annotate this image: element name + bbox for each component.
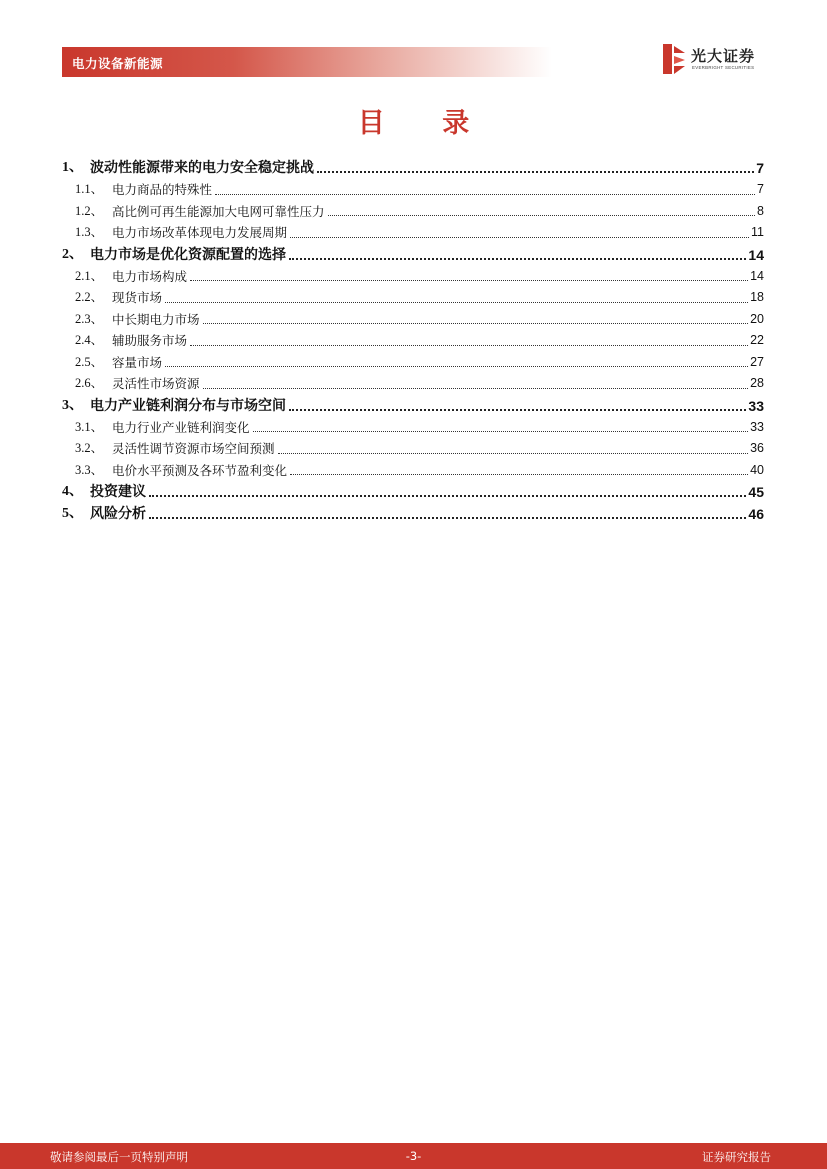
toc-entry-title: 投资建议 xyxy=(90,484,146,500)
toc-entry-section[interactable] xyxy=(62,266,764,288)
toc-entry-title: 电力商品的特殊性 xyxy=(112,182,213,197)
toc-entry-number: 2.3、 xyxy=(75,311,104,326)
footer-page-number: -3- xyxy=(405,1149,422,1163)
toc-dot-leader xyxy=(290,474,748,475)
toc-dot-leader xyxy=(289,409,746,411)
toc-entry-number: 1.1、 xyxy=(75,182,104,196)
toc-dot-leader xyxy=(190,280,748,281)
toc-entry-section[interactable] xyxy=(62,438,764,460)
toc-entry-page: 22 xyxy=(750,333,764,347)
toc-dot-leader xyxy=(215,194,755,195)
toc-entry-number: 4、 xyxy=(62,484,83,499)
toc-entry-chapter[interactable] xyxy=(62,503,764,525)
toc-entry-title: 电力市场改革体现电力发展周期 xyxy=(112,225,288,240)
toc-entry-page: 33 xyxy=(748,397,764,414)
toc-entry-number: 2.2、 xyxy=(75,290,104,304)
toc-entry-section[interactable] xyxy=(62,373,764,395)
toc-entry-title: 波动性能源带来的电力安全稳定挑战 xyxy=(90,160,314,176)
toc-entry-page: 7 xyxy=(756,160,764,176)
footer-report-type: 证券研究报告 xyxy=(702,1150,771,1164)
toc-dot-leader xyxy=(290,237,749,238)
toc-entry-number: 3.1、 xyxy=(75,419,104,434)
toc-entry-chapter[interactable] xyxy=(62,395,764,417)
toc-entry-page: 45 xyxy=(748,484,764,500)
toc-entry-number: 1、 xyxy=(62,160,83,175)
toc-dot-leader xyxy=(165,302,748,303)
toc-dot-leader xyxy=(149,495,746,497)
toc-entry-number: 2.4、 xyxy=(75,333,104,347)
toc-entry-section[interactable] xyxy=(62,179,764,201)
toc-entry-title: 风险分析 xyxy=(90,506,146,522)
toc-entry-number: 1.3、 xyxy=(75,225,104,239)
toc-entry-title: 电力行业产业链利润变化 xyxy=(112,419,250,435)
toc-entry-number: 1.2、 xyxy=(75,203,104,218)
table-of-contents xyxy=(62,157,764,525)
toc-dot-leader xyxy=(317,171,754,173)
toc-dot-leader xyxy=(203,388,749,389)
toc-entry-number: 3.2、 xyxy=(75,441,104,455)
toc-entry-title: 电力市场是优化资源配置的选择 xyxy=(90,246,286,263)
toc-entry-number: 2.5、 xyxy=(75,354,104,369)
toc-dot-leader xyxy=(203,323,749,324)
toc-entry-chapter[interactable] xyxy=(62,157,764,179)
toc-entry-title: 中长期电力市场 xyxy=(112,311,200,327)
toc-entry-title: 容量市场 xyxy=(112,354,163,370)
toc-entry-number: 2.1、 xyxy=(75,268,104,283)
toc-entry-section[interactable] xyxy=(62,352,764,374)
toc-entry-number: 5、 xyxy=(62,506,83,521)
toc-entry-title: 高比例可再生能源加大电网可靠性压力 xyxy=(112,203,325,219)
toc-entry-chapter[interactable] xyxy=(62,481,764,503)
toc-entry-title: 电价水平预测及各环节盈利变化 xyxy=(112,462,288,478)
toc-entry-number: 2、 xyxy=(62,246,83,262)
section-label: 电力设备新能源 xyxy=(72,56,164,71)
toc-entry-section[interactable] xyxy=(62,417,764,439)
toc-entry-page: 14 xyxy=(750,268,764,283)
toc-entry-page: 40 xyxy=(750,462,764,477)
toc-entry-chapter[interactable] xyxy=(62,244,764,266)
toc-dot-leader xyxy=(253,431,749,432)
toc-entry-page: 36 xyxy=(750,441,764,455)
toc-entry-title: 辅助服务市场 xyxy=(112,333,188,348)
toc-entry-page: 28 xyxy=(750,376,764,390)
toc-entry-title: 电力产业链利润分布与市场空间 xyxy=(90,397,286,414)
toc-entry-number: 3.3、 xyxy=(75,462,104,477)
toc-entry-section[interactable] xyxy=(62,460,764,482)
toc-entry-page: 20 xyxy=(750,311,764,326)
footer-bar xyxy=(0,1143,827,1169)
toc-title: 目 录 xyxy=(357,108,494,139)
toc-dot-leader xyxy=(289,258,746,260)
toc-entry-title: 灵活性调节资源市场空间预测 xyxy=(112,441,275,456)
toc-entry-page: 7 xyxy=(757,182,764,196)
toc-entry-page: 46 xyxy=(748,506,764,522)
logo-mark-icon xyxy=(663,44,685,74)
toc-entry-title: 现货市场 xyxy=(112,290,163,305)
toc-entry-page: 8 xyxy=(757,203,764,218)
toc-entry-page: 33 xyxy=(750,419,764,434)
company-logo xyxy=(663,44,773,76)
toc-dot-leader xyxy=(190,345,748,346)
logo-text-en: EVERBRIGHT SECURITIES xyxy=(692,65,755,70)
toc-entry-page: 14 xyxy=(748,246,764,263)
footer-disclaimer: 敬请参阅最后一页特别声明 xyxy=(50,1150,188,1164)
toc-entry-section[interactable] xyxy=(62,201,764,223)
toc-entry-page: 18 xyxy=(750,290,764,304)
header-section-bar xyxy=(62,47,552,77)
toc-entry-section[interactable] xyxy=(62,309,764,331)
toc-entry-section[interactable] xyxy=(62,330,764,352)
toc-entry-section[interactable] xyxy=(62,287,764,309)
toc-entry-title: 灵活性市场资源 xyxy=(112,376,200,391)
toc-entry-page: 27 xyxy=(750,354,764,369)
toc-dot-leader xyxy=(278,453,749,454)
toc-dot-leader xyxy=(149,517,746,519)
toc-entry-number: 3、 xyxy=(62,397,83,413)
toc-entry-title: 电力市场构成 xyxy=(112,268,188,284)
logo-text-cn: 光大证券 xyxy=(691,47,756,65)
toc-entry-number: 2.6、 xyxy=(75,376,104,390)
toc-entry-section[interactable] xyxy=(62,222,764,244)
toc-dot-leader xyxy=(165,366,748,367)
toc-entry-page: 11 xyxy=(751,225,764,239)
toc-dot-leader xyxy=(328,215,756,216)
